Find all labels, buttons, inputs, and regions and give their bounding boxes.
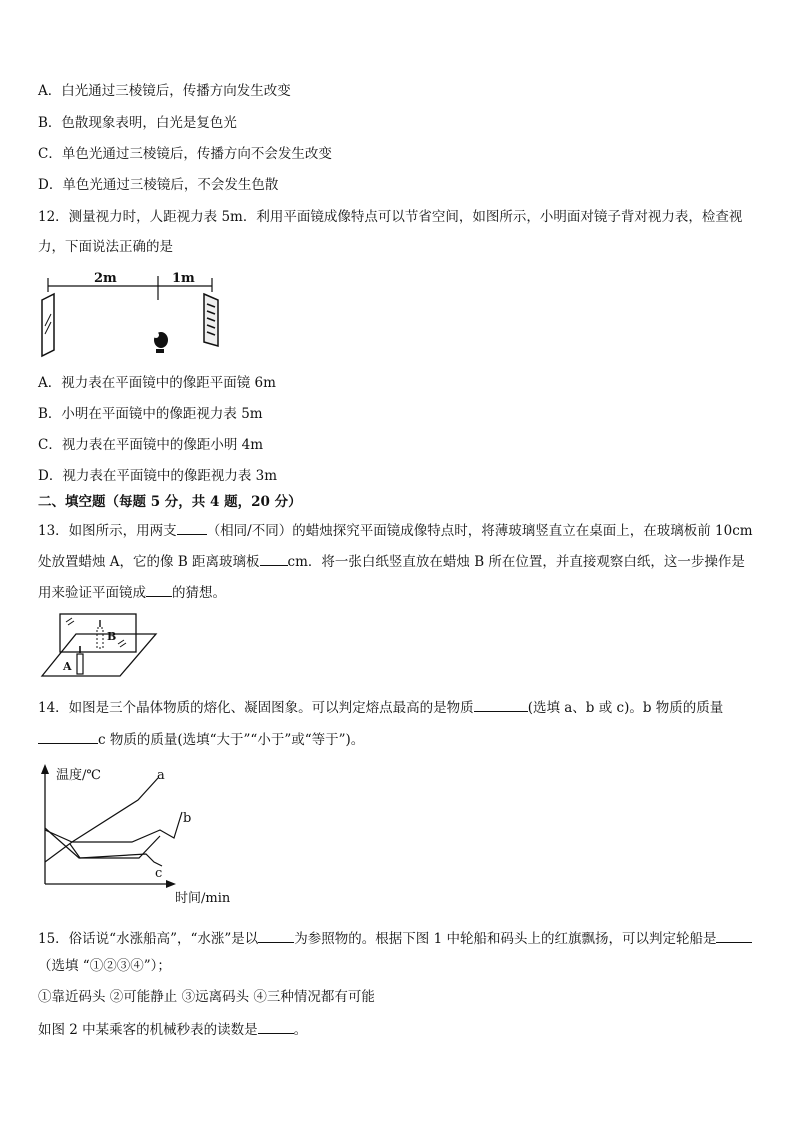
q12-option-d: D．视力表在平面镜中的像距视力表 3m	[38, 468, 278, 484]
q14-melting-curve-chart	[34, 762, 244, 906]
x-axis-label: 时间/min	[175, 891, 231, 906]
q15-line4: 如图 2 中某乘客的机械秒表的读数是 。	[38, 1019, 307, 1039]
curve-b-label: b	[183, 811, 192, 826]
y-axis-label: 温度/℃	[56, 768, 101, 783]
curve-c-path	[70, 844, 162, 866]
q14-line2: c 物质的质量(选填“大于”“小于”或“等于”)。	[38, 729, 364, 749]
q11-option-c: C．单色光通过三棱镜后，传播方向不会发生改变	[38, 146, 332, 162]
q13-line3: 用来验证平面镜成 的猜想。	[38, 582, 226, 602]
q15-blank-1[interactable]	[258, 928, 294, 943]
plane-mirror	[42, 294, 54, 356]
tabletop	[42, 634, 156, 676]
q11-option-a: A．白光通过三棱镜后，传播方向发生改变	[38, 83, 291, 99]
section-2-title: 二、填空题（每题 5 分，共 4 题，20 分）	[38, 494, 302, 510]
q13-blank-1[interactable]	[177, 520, 207, 535]
q11-option-d: D．单色光通过三棱镜后，不会发生色散	[38, 177, 279, 193]
q13-blank-2[interactable]	[260, 551, 288, 566]
curve-a-label: a	[157, 768, 165, 783]
q15-blank-3[interactable]	[258, 1019, 294, 1034]
q13-line1: 13．如图所示，用两支 （相同/不同）的蜡烛探究平面镜成像特点时，将薄玻璃竖直立在桌面上，在玻璃板前 10cm	[38, 520, 753, 540]
q13-figure-glass-candle	[38, 608, 158, 680]
q12-stem-line1: 12．测量视力时，人距视力表 5m．利用平面镜成像特点可以节省空间，如图所示，小明面对镜子背对视力表，检查视	[38, 209, 743, 225]
curve-c-label: c	[155, 866, 163, 881]
label-b: B	[107, 630, 117, 643]
q12-figure-mirror-chart	[38, 266, 224, 358]
curve-a-path	[45, 778, 158, 862]
curve-b-path	[45, 812, 182, 842]
xiaoming-figure	[153, 332, 168, 353]
q14-blank-1[interactable]	[474, 697, 528, 712]
curve-a	[45, 828, 160, 858]
candle-a	[77, 654, 83, 674]
q12-stem-line2: 力，下面说法正确的是	[38, 239, 173, 255]
q14-line1: 14．如图是三个晶体物质的熔化、凝固图象。可以判定熔点最高的是物质 (选填 a、b 或 c)。b 物质的质量	[38, 697, 723, 717]
q12-option-b: B．小明在平面镜中的像距视力表 5m	[38, 406, 263, 422]
q12-option-a: A．视力表在平面镜中的像距平面镜 6m	[38, 375, 276, 391]
q15-blank-2[interactable]	[716, 928, 752, 943]
label-a: A	[63, 660, 72, 673]
q11-option-b: B．色散现象表明，白光是复色光	[38, 115, 237, 131]
q15-line2: （选填 “①②③④”）；	[38, 958, 171, 974]
eye-chart	[204, 294, 218, 346]
q15-choices: ①靠近码头 ②可能静止 ③远离码头 ④三种情况都有可能	[38, 989, 375, 1005]
q15-line1: 15．俗话说“水涨船高”，“水涨”是以 为参照物的。根据下图 1 中轮船和码头上的红旗飘扬，可以判定轮船是	[38, 928, 752, 948]
label-2m: 2m	[94, 271, 117, 286]
q14-blank-2[interactable]	[38, 729, 98, 744]
label-1m: 1m	[172, 271, 195, 286]
q12-option-c: C．视力表在平面镜中的像距小明 4m	[38, 437, 264, 453]
q13-line2: 处放置蜡烛 A，它的像 B 距离玻璃板 cm．将一张白纸竖直放在蜡烛 B 所在位置，并直接观察白纸，这一步操作是	[38, 551, 745, 571]
q13-blank-3[interactable]	[146, 582, 172, 597]
